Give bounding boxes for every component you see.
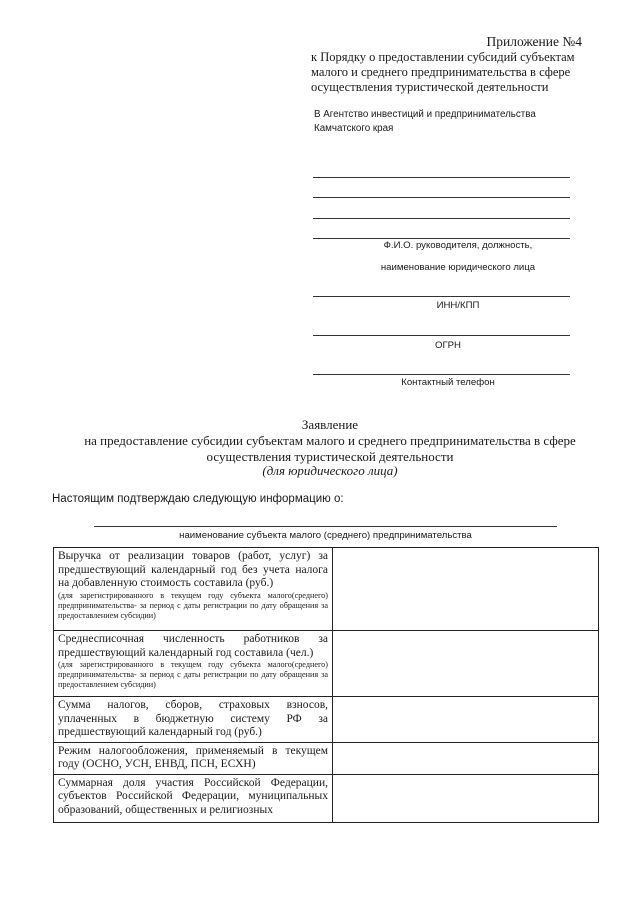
head-name-caption-line1: Ф.И.О. руководителя, должность,	[383, 240, 533, 251]
info-table	[53, 547, 599, 823]
employees-label: Среднесписочная численность работников за предшествующий календарный год составила (чел.)	[58, 633, 328, 659]
taxes-value-cell[interactable]	[333, 697, 599, 743]
table-row	[54, 548, 599, 631]
revenue-label-cell	[54, 548, 333, 631]
statement-title: Заявление	[301, 417, 359, 432]
head-name-line-2[interactable]	[313, 197, 570, 198]
taxes-label: Сумма налогов, сборов, страховых взносов, уплаченных в бюджетную систему РФ за предшествующий календарный год (руб.)	[58, 699, 328, 738]
table-row	[54, 742, 599, 774]
intro-text: Настоящим подтверждаю следующую информацию о:	[52, 493, 344, 505]
inn-kpp-line[interactable]	[313, 296, 570, 297]
revenue-value-cell[interactable]	[333, 548, 599, 631]
ogrn-line[interactable]	[313, 335, 570, 336]
state-share-value-cell[interactable]	[333, 774, 599, 822]
appendix-title: Приложение №4	[486, 34, 582, 49]
tax-regime-label-cell	[54, 742, 333, 774]
revenue-label: Выручка от реализации товаров (работ, услуг) за предшествующий календарный год без учета налога на добавленную стоимость составила (руб.)	[58, 550, 328, 589]
entity-name-line[interactable]	[94, 526, 557, 527]
phone-caption: Контактный телефон	[401, 377, 495, 388]
tax-regime-value-cell[interactable]	[333, 742, 599, 774]
agency-addressee: В Агентство инвестиций и предпринимательства Камчатского края	[314, 109, 536, 134]
entity-name-caption: наименование субъекта малого (среднего) предпринимательства	[179, 530, 472, 541]
inn-kpp-caption: ИНН/КПП	[436, 300, 480, 311]
phone-line[interactable]	[313, 374, 570, 375]
statement-line-1: на предоставление субсидии субъектам малого и среднего предпринимательства в сфере	[84, 433, 576, 448]
employees-note: (для зарегистрированного в текущем году субъекта малого(среднего) предпринимательства- за период с даты регистрации по дату обращения за предоставлением субсидии)	[58, 660, 328, 690]
employees-value-cell[interactable]	[333, 631, 599, 697]
tax-regime-label: Режим налогообложения, применяемый в текущем году (ОСНО, УСН, ЕНВД, ПСН, ЕСХН)	[58, 744, 328, 770]
head-name-caption-line2: наименование юридического лица	[380, 262, 536, 273]
appendix-subtitle: к Порядку о предоставлении субсидий субъектам малого и среднего предпринимательства в сфере осуществления туристической деятельности	[311, 50, 575, 94]
head-name-line-3[interactable]	[313, 218, 570, 219]
taxes-label-cell	[54, 697, 333, 743]
head-name-line-4[interactable]	[313, 238, 570, 239]
statement-line-2: осуществления туристической деятельности	[206, 449, 454, 464]
head-name-line-1[interactable]	[313, 177, 570, 178]
table-row	[54, 631, 599, 697]
employees-label-cell	[54, 631, 333, 697]
table-row	[54, 697, 599, 743]
state-share-label-cell	[54, 774, 333, 822]
state-share-label: Суммарная доля участия Российской Федерации, субъектов Российской Федерации, муниципальных образований, общественных и религиозных	[58, 776, 328, 816]
ogrn-caption: ОГРН	[435, 340, 461, 351]
statement-line-3: (для юридического лица)	[262, 463, 398, 478]
revenue-note: (для зарегистрированного в текущем году субъекта малого(среднего) предпринимательства- за период с даты регистрации по дату обращения за предоставлением субсидии)	[58, 590, 328, 620]
table-row	[54, 774, 599, 822]
